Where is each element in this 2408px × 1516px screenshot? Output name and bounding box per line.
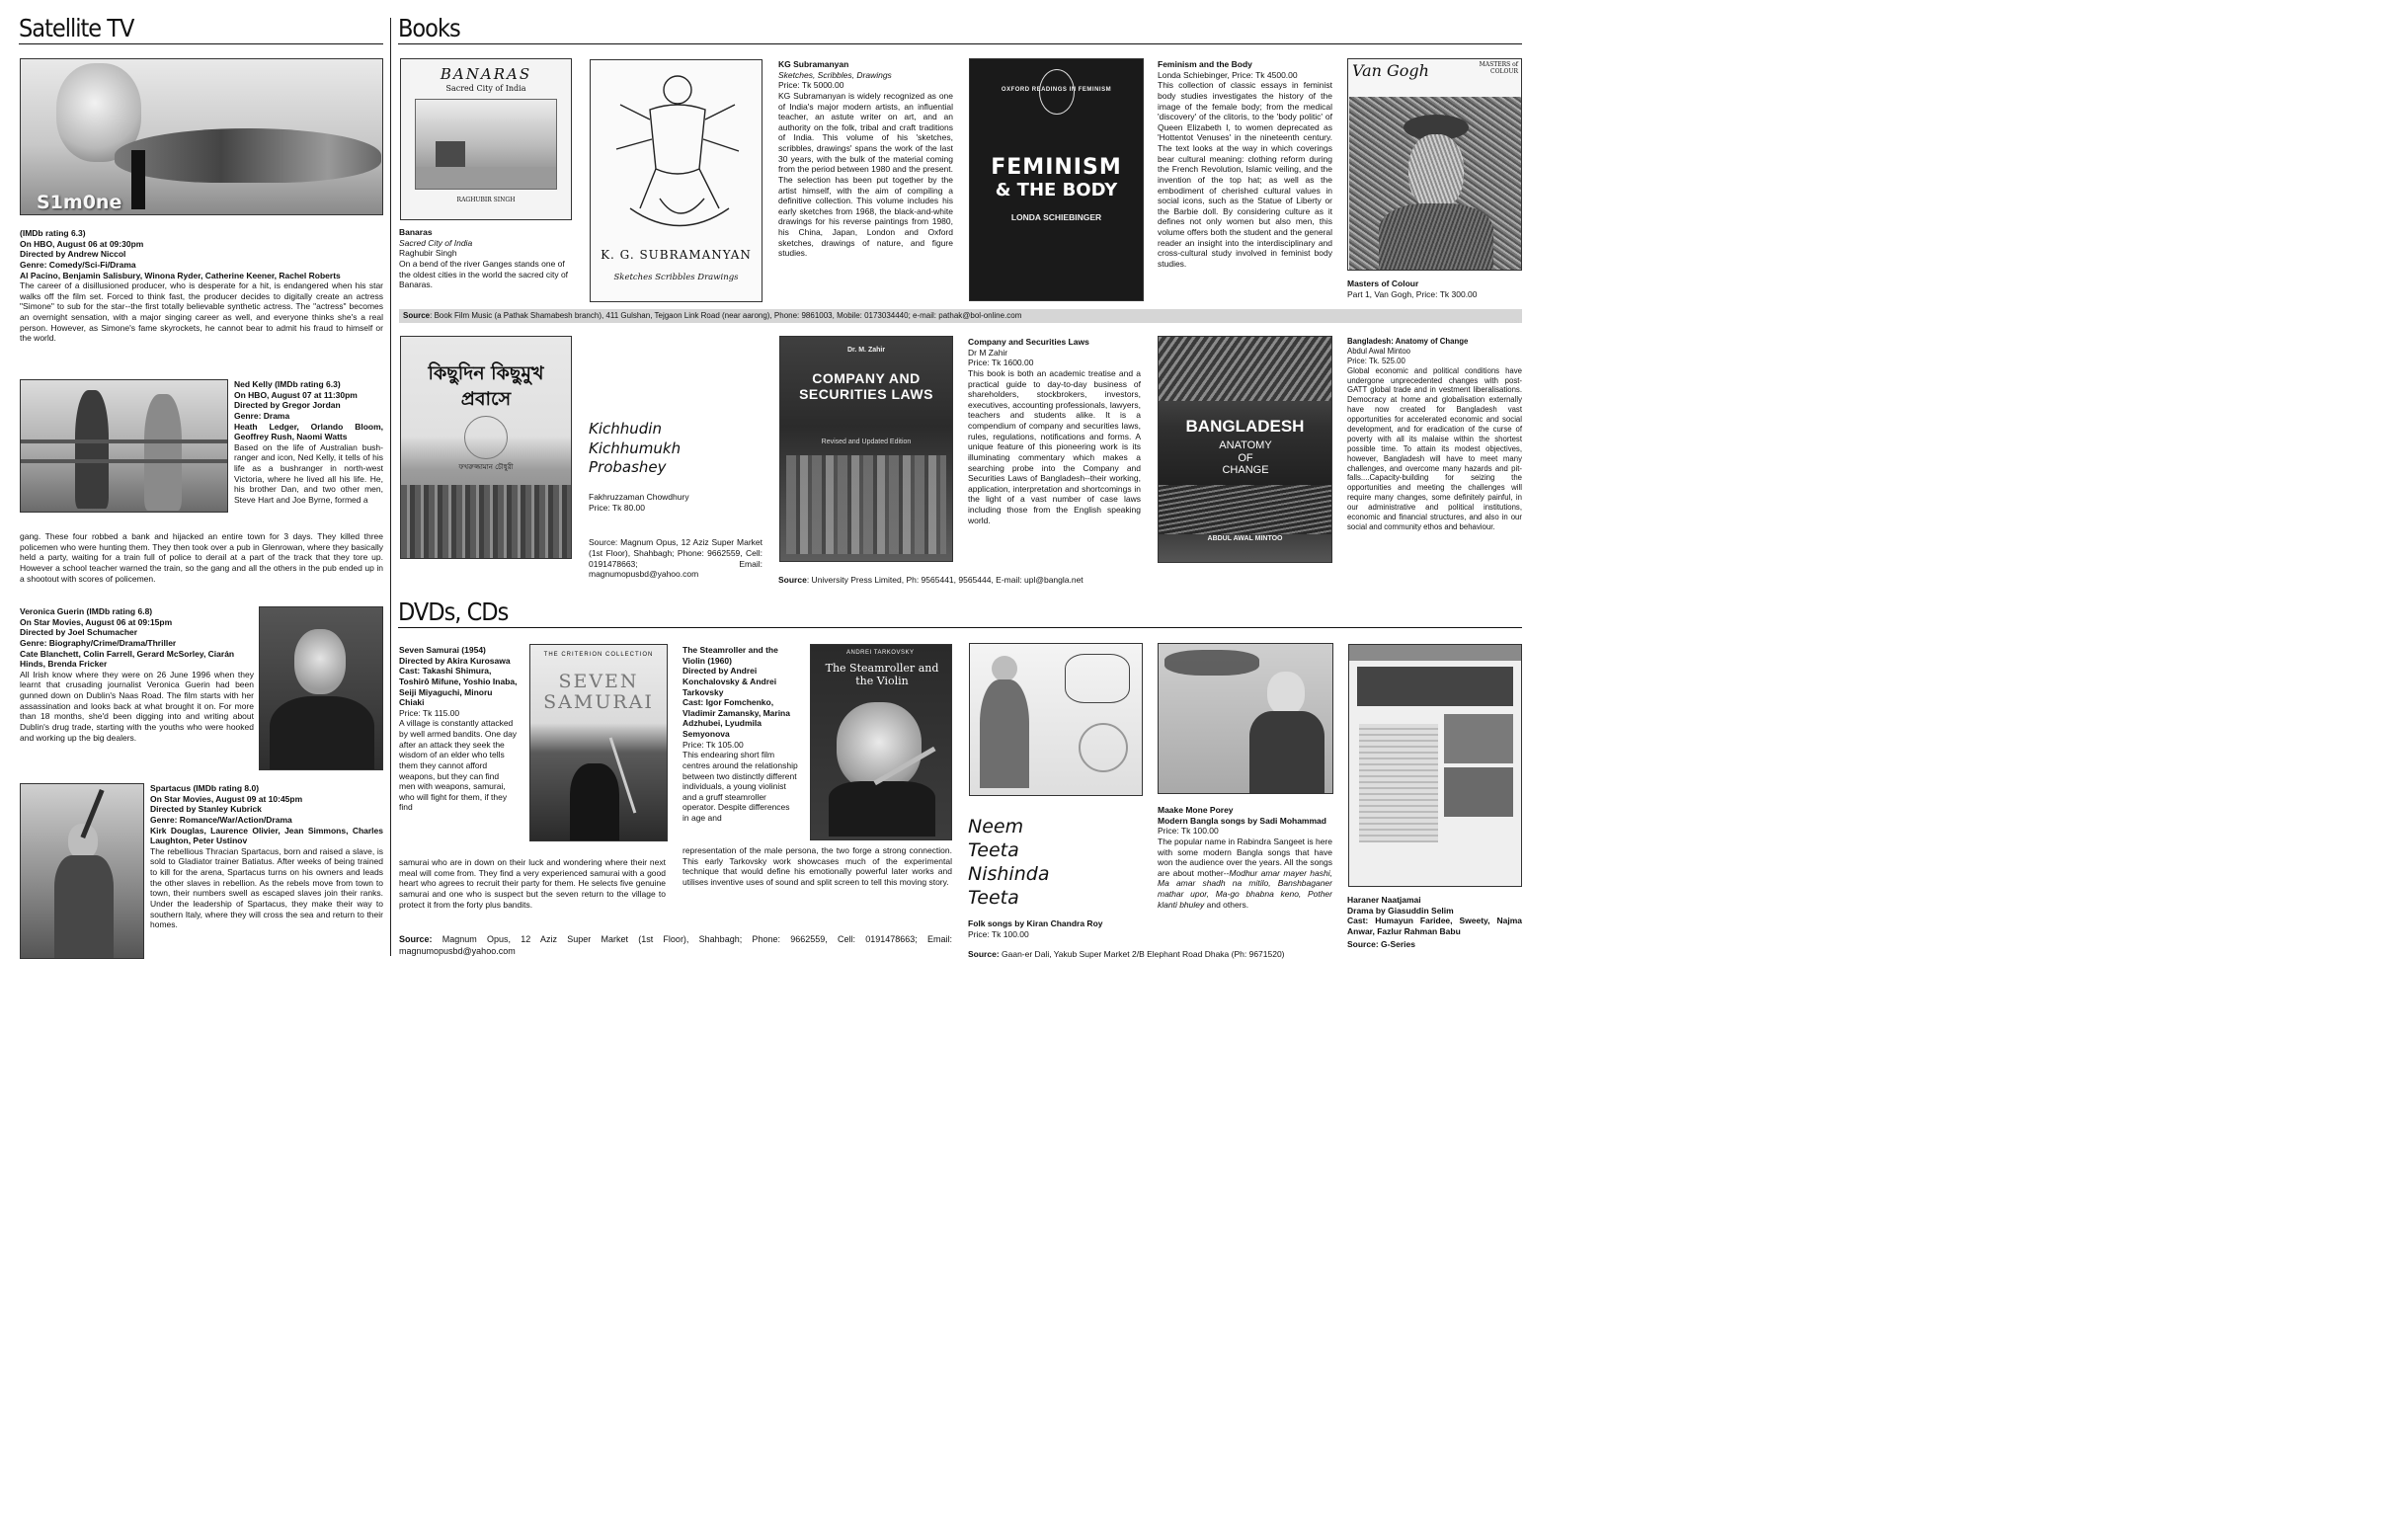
- neem-teeta-title-line-1: Neem: [968, 816, 1024, 838]
- maake-mone-porey-description: [1158, 837, 1332, 910]
- van-gogh-portrait: [1349, 97, 1521, 270]
- steamroller-synopsis-part2: representation of the male persona, the two forge a strong connection. This early Tarkovsky work showcases much of the experimental technique that would define his emotionally powerful later works and utilises inventive uses of sound and split screen to tell this moving story.: [682, 845, 952, 887]
- bangladesh-cover: [1158, 336, 1332, 563]
- banaras-cover-author: RAGHUBIR SINGH: [456, 197, 516, 203]
- steamroller-cover-label: ANDREI TARKOVSKY: [846, 650, 915, 656]
- maake-mone-porey-description-end: and others.: [1204, 899, 1249, 910]
- bangladesh-author: Abdul Awal Mintoo: [1347, 346, 1411, 356]
- van-gogh-cover-title: Van Gogh: [1352, 61, 1429, 80]
- spartacus-director: Directed by Stanley Kubrick: [150, 804, 262, 815]
- maake-mone-porey-info: [1158, 805, 1332, 910]
- company-laws-cover-title: COMPANY AND SECURITIES LAWS: [799, 370, 933, 402]
- haraner-naatjamai-cast: Cast: Humayun Faridee, Sweety, Najma Anwar, Fazlur Rahman Babu: [1347, 916, 1522, 936]
- kichhudin-source: Source: Magnum Opus, 12 Aziz Super Market (1st Floor), Shahbagh; Phone: 9662559, Cell: 0191478663; Email: magnumopusbd@yahoo.com: [589, 537, 763, 580]
- company-laws-source-text: : University Press Limited, Ph: 9565441, 9565444, E-mail: upl@bangla.net: [806, 575, 1084, 585]
- company-laws-source: [778, 575, 1331, 586]
- banaras-cover-title: BANARAS: [440, 65, 532, 83]
- kichhudin-cover-title-2: প্রবাসে: [460, 388, 512, 410]
- ned-kelly-genre: Genre: Drama: [234, 410, 290, 421]
- banaras-info: [399, 227, 575, 290]
- feminism-cover-logo: [1039, 69, 1075, 115]
- haraner-naatjamai-info: [1347, 895, 1522, 949]
- bangladesh-cover-subtitle: ANATOMY OF CHANGE: [1219, 439, 1272, 477]
- veronica-guerin-photo: [259, 606, 383, 770]
- spartacus-title: Spartacus (IMDb rating 8.0): [150, 783, 260, 793]
- feminism-info: [1158, 59, 1332, 270]
- kg-subramanyan-cover: [590, 59, 763, 302]
- feminism-cover-title-1: FEMINISM: [991, 155, 1122, 180]
- simone-cast: Al Pacino, Benjamin Salisbury, Winona Ryder, Catherine Keener, Rachel Roberts: [20, 270, 341, 280]
- neem-teeta-title-line-3: Nishinda: [968, 862, 1050, 885]
- feminism-description: This collection of classic essays in feminist body studies investigates the history of the image of the female body; from the medical 'discovery' of the clitoris, to the 'body politic' of Queen Elizabeth I, to women deprecated as 'Hottentot Venuses' in the nineteenth century. The text looks at the way in which coverings bear cultural meaning: clothing reform during the French Revolution, Islamic veiling, and the invention of the top hat; as well as the embodiment of cherished cultural values in social icons, such as the Statue of Liberty or the Barbie doll. By considering culture as it defines not only women but also men, this volume offers both the student and the general reader an insight into the interdisciplinary and cross-cultural study involved in feminist body studies.: [1158, 80, 1332, 269]
- spartacus-schedule: On Star Movies, August 09 at 10:45pm: [150, 793, 303, 804]
- bangladesh-cover-author: ABDUL AWAL MINTOO: [1207, 535, 1283, 542]
- seven-samurai-cover-title-2: SAMURAI: [543, 691, 654, 713]
- books-source-text: : Book Film Music (a Pathak Shamabesh branch), 411 Gulshan, Tejgaon Link Road (near aarong), Phone: 9861003, Mobile: 0173034440; e-mail: pathak@bol-online.com: [430, 311, 1022, 320]
- spartacus-photo: [20, 783, 144, 959]
- bangladesh-price: Price: Tk. 525.00: [1347, 356, 1405, 365]
- kg-subramanyan-title: KG Subramanyan: [778, 59, 849, 69]
- kichhudin-cover: [400, 336, 572, 559]
- feminism-author-price: Londa Schiebinger, Price: Tk 4500.00: [1158, 69, 1298, 80]
- veronica-guerin-schedule: On Star Movies, August 06 at 09:15pm: [20, 616, 173, 627]
- kg-subramanyan-drawing: [591, 60, 763, 248]
- neem-teeta-title-line-4: Teeta: [968, 886, 1019, 909]
- simone-logo: S1m0ne: [37, 192, 122, 213]
- banaras-subtitle: Sacred City of India: [399, 237, 473, 248]
- kichhudin-title: [589, 420, 771, 478]
- ned-kelly-photo: [20, 379, 228, 513]
- seven-samurai-cover: [529, 644, 668, 841]
- cd-source: [968, 949, 1343, 960]
- section-title-dvds-cds: DVDs, CDs: [398, 599, 1522, 628]
- van-gogh-cover: [1347, 58, 1522, 271]
- company-laws-info: [968, 337, 1141, 525]
- van-gogh-cover-series: MASTERS of COLOUR: [1479, 61, 1518, 76]
- cd-source-label: Source:: [968, 949, 1000, 959]
- simone-article: [20, 228, 383, 344]
- feminism-title: Feminism and the Body: [1158, 59, 1252, 69]
- feminism-cover-title-2: & THE BODY: [995, 180, 1118, 200]
- veronica-guerin-director: Directed by Joel Schumacher: [20, 627, 138, 638]
- kichhudin-info: [589, 492, 763, 513]
- kichhudin-title-line-3: Probashey: [589, 458, 667, 476]
- books-source-label: Source: [403, 311, 431, 320]
- spartacus-cast: Kirk Douglas, Laurence Olivier, Jean Simmons, Charles Laughton, Peter Ustinov: [150, 825, 383, 846]
- company-laws-cover-subtitle: Revised and Updated Edition: [821, 439, 912, 445]
- column-divider: [390, 18, 391, 956]
- simone-director: Directed by Andrew Niccol: [20, 249, 126, 260]
- bangladesh-cover-title: BANGLADESH: [1185, 417, 1305, 436]
- section-title-satellite-tv: Satellite TV: [19, 16, 383, 44]
- van-gogh-subtitle: Part 1, Van Gogh, Price: Tk 300.00: [1347, 288, 1478, 299]
- neem-teeta-subtitle: Folk songs by Kiran Chandra Roy: [968, 918, 1103, 928]
- bangladesh-description: Global economic and political conditions have undergone unprecedented changes with post-GATT global trade and in vestment liberalisations. Democracy at home and globalisation externally have now created for Bangladesh vast opportunities for accelerated economic and social development, and for eradication of the curse of poverty with all its malaise within the shortest possible time. To attain its modest objectives, however, Bangladesh will have to meet many challenges, and overcome many hazards and pit-falls....Capacity-building for seizing the opportunities and meeting the challenges will require many changes, some definitely painful, in our administrative and political institutions, economic and financial structures, and also in our social and community ethos and behaviour.: [1347, 365, 1522, 531]
- maake-mone-porey-description-intro: The popular name in Rabindra Sangeet is here with some modern Bangla songs that have won the audience over the years. All the songs are about mother--: [1158, 836, 1332, 878]
- kg-subramanyan-cover-title: K. G. SUBRAMANYAN: [601, 248, 752, 262]
- books-source-bar: [399, 309, 1522, 323]
- van-gogh-title: Masters of Colour: [1347, 279, 1419, 288]
- kichhudin-title-line-1: Kichhudin: [589, 420, 662, 438]
- maake-mone-porey-cover: [1158, 643, 1333, 794]
- company-laws-source-label: Source: [778, 575, 807, 585]
- steamroller-header: [682, 645, 798, 824]
- banaras-author: Raghubir Singh: [399, 248, 457, 259]
- company-laws-cover-author: Dr. M. Zahir: [846, 347, 886, 354]
- dvd-source-label: Source:: [399, 934, 433, 944]
- kichhudin-author: Fakhruzzaman Chowdhury: [589, 492, 689, 502]
- kg-subramanyan-cover-subtitle: Sketches Scribbles Drawings: [613, 273, 739, 282]
- simone-genre: Genre: Comedy/Sci-Fi/Drama: [20, 259, 136, 270]
- steamroller-cast: Cast: Igor Fomchenko, Vladimir Zamansky, Marina Adzhubei, Lyudmila Semyonova: [682, 697, 790, 739]
- steamroller-cover: [810, 644, 952, 840]
- neem-teeta-title-line-2: Teeta: [968, 838, 1019, 861]
- veronica-guerin-synopsis: All Irish know where they were on 26 June 1996 when they learnt that crusading journalist Veronica Guerin had been gunned down on Dublin's Naas Road. The film starts with her assassination and looks back at what brought it on. For more than 18 months, she'd been digging into and writing about Dublin's drug trade, starting with the youths who were hooked and working up the big dealers.: [20, 669, 254, 743]
- ned-kelly-director: Directed by Gregor Jordan: [234, 400, 341, 411]
- steamroller-cover-title: The Steamroller and the Violin: [825, 662, 939, 687]
- steamroller-title: The Steamroller and the Violin (1960): [682, 645, 778, 666]
- maake-mone-porey-price: Price: Tk 100.00: [1158, 826, 1219, 837]
- dvd-source-text: Magnum Opus, 12 Aziz Super Market (1st Floor), Shahbagh; Phone: 9662559, Cell: 0191478663; Email: magnumopusbd@yahoo.com: [399, 934, 952, 956]
- van-gogh-info: [1347, 279, 1522, 299]
- ned-kelly-schedule: On HBO, August 07 at 11:30pm: [234, 389, 358, 400]
- seven-samurai-price: Price: Tk 115.00: [399, 707, 460, 718]
- bangladesh-info: [1347, 337, 1522, 532]
- neem-teeta-price: Price: Tk 100.00: [968, 928, 1029, 939]
- kichhudin-price: Price: Tk 80.00: [589, 502, 646, 513]
- section-title-books: Books: [398, 16, 1522, 44]
- veronica-guerin-genre: Genre: Biography/Crime/Drama/Thriller: [20, 637, 177, 648]
- banaras-title: Banaras: [399, 227, 433, 237]
- neem-teeta-title: [968, 816, 1136, 911]
- steamroller-director: Directed by Andrei Konchalovsky & Andrei Tarkovsky: [682, 666, 777, 697]
- kg-subramanyan-description: KG Subramanyan is widely recognized as one of India's major modern artists, an influential teacher, an astute writer on art, and an authority on the folk, tribal and craft traditions of India. This volume of his 'sketches, scribbles, drawings' spans the work of the last 30 years, with the bulk of the material coming from the period between 1980 and the present. The selection has been put together by the artist himself, with the aim of compiling a definitive collection. This volume includes his early sketches from 1968, the black-and-white drawings for his reverse paintings from 1980, his China, Japan, London and Oxford sketches, drawings of nature, and figure studies.: [778, 90, 953, 259]
- seven-samurai-synopsis-part2: samurai who are in down on their luck and wondering where their next meal will come from. They find a very experienced samurai with a good heart who agrees to recruit their party for them. He selects five genuine samurai and one who is suspect but the seven return to the village to protect it from the forty plus bandits.: [399, 857, 666, 910]
- spartacus-article: [150, 783, 383, 930]
- banaras-cover-subtitle: Sacred City of India: [445, 84, 526, 93]
- kichhudin-title-line-2: Kichhumukh: [589, 439, 682, 457]
- company-laws-description: This book is both an academic treatise and a practical guide to day-to-day business of shareholders, stockbrokers, investors, executives, accounting professionals, lawyers, teachers and students alike. It is a compendium of company and securities laws, rules, regulations, notifications and forms. A unique feature of this pioneering work is its illuminating commentary which makes a searching probe into the Company and Securities Laws of Bangladesh--their working, application, interpretation and shortcomings in the light of a vast number of case laws including those from the English speaking world.: [968, 367, 1141, 525]
- seven-samurai-title: Seven Samurai (1954): [399, 645, 486, 655]
- seven-samurai-cover-label: THE CRITERION COLLECTION: [543, 652, 654, 658]
- ned-kelly-cast: Heath Ledger, Orlando Bloom, Geoffrey Rush, Naomi Watts: [234, 421, 383, 442]
- maake-mone-porey-subtitle: Modern Bangla songs by Sadi Mohammad: [1158, 815, 1326, 826]
- seven-samurai-synopsis-part1: A village is constantly attacked by well armed bandits. One day after an attack they seek the wisdom of an elder who tells them they cannot afford weapons, but they can find men with weapons, samurai, who will fight for them, if they find: [399, 718, 518, 813]
- veronica-guerin-article: [20, 606, 254, 743]
- ned-kelly-synopsis-part1: Based on the life of Australian bush-ranger and icon, Ned Kelly, it tells of his life as a bushranger in north-west Victoria, where he lived all his life. He, his brother Dan, and two other men, Steve Hart and Joe Byrne, formed a: [234, 441, 383, 505]
- spartacus-genre: Genre: Romance/War/Action/Drama: [150, 814, 292, 825]
- haraner-naatjamai-title: Haraner Naatjamai: [1347, 895, 1421, 905]
- maake-mone-porey-title: Maake Mone Porey: [1158, 805, 1234, 815]
- simone-rating: (IMDb rating 6.3): [20, 228, 86, 238]
- cd-source-text: Gaan-er Dali, Yakub Super Market 2/B Elephant Road Dhaka (Ph: 9671520): [999, 949, 1285, 959]
- kg-subramanyan-price: Price: Tk 5000.00: [778, 80, 844, 91]
- dvd-source: [399, 934, 952, 957]
- bangladesh-title: Bangladesh: Anatomy of Change: [1347, 337, 1469, 346]
- neem-teeta-cover: [969, 643, 1143, 796]
- seven-samurai-header: [399, 645, 518, 813]
- veronica-guerin-cast: Cate Blanchett, Colin Farrell, Gerard McSorley, Ciarán Hinds, Brenda Fricker: [20, 648, 235, 670]
- ned-kelly-header: [234, 379, 383, 506]
- kg-subramanyan-info: [778, 59, 953, 259]
- banaras-description: On a bend of the river Ganges stands one of the oldest cities in the world the sacred city of Banaras.: [399, 258, 569, 290]
- feminism-cover: [969, 58, 1144, 301]
- steamroller-price: Price: Tk 105.00: [682, 739, 744, 750]
- seven-samurai-cast: Cast: Takashi Shimura, Toshirô Mifune, Yoshio Inaba, Seiji Miyaguchi, Minoru Chiaki: [399, 666, 518, 708]
- ned-kelly-title: Ned Kelly (IMDb rating 6.3): [234, 379, 341, 389]
- ned-kelly-synopsis-part2: gang. These four robbed a bank and hijacked an entire town for 3 days. They killed three policemen who were hunting them. They then took over a pub in Glenrowan, where they basically held a party, waiting for a train full of police to derail at a part of the track that they tore up. However a school teacher warned the train, so the gang and all the others in the pub ended up in a shootout with scores of policemen.: [20, 531, 383, 584]
- haraner-naatjamai-cover: [1348, 644, 1522, 887]
- neem-teeta-info: [968, 918, 1142, 939]
- company-laws-cover: [779, 336, 953, 562]
- spartacus-synopsis: The rebellious Thracian Spartacus, born and raised a slave, is sold to Gladiator trainer Batiatus. After weeks of being trained to kill for the arena, Spartacus turns on his owners and leads the other slaves in rebellion. As the rebels move from town to town, their numbers swell as escaped slaves join their ranks. Under the leadership of Spartacus, they make their way to southern Italy, where they will cross the sea and return to their homes.: [150, 845, 383, 930]
- haraner-naatjamai-director: Drama by Giasuddin Selim: [1347, 905, 1454, 916]
- feminism-cover-author: LONDA SCHIEBINGER: [1010, 212, 1102, 222]
- banaras-cover: [400, 58, 572, 220]
- veronica-guerin-title: Veronica Guerin (IMDb rating 6.8): [20, 606, 153, 616]
- maake-mone-porey-song-list: Modhur amar mayer hashi, Ma amar shadh na mitilo, Banshbaganer mathar upor, Ma-go bhabna keno, Pother klanti bhuley: [1158, 867, 1332, 910]
- seven-samurai-director: Directed by Akira Kurosawa: [399, 655, 511, 666]
- simone-photo: [20, 58, 383, 215]
- simone-synopsis: The career of a disillusioned producer, who is desperate for a hit, is endangered when his star walks off the film set. Forced to think fast, the producer decides to digitally create an actress "Simone" to sub for the star--the first totally believable synthetic actress. The "actress" becomes an overnight sensation, with a major singing career as well, and everyone thinks she's a real person. However, as Simone's fame skyrockets, he cannot bear to admit his fraud to himself or the world.: [20, 280, 383, 344]
- simone-schedule: On HBO, August 06 at 09:30pm: [20, 238, 144, 249]
- kichhudin-cover-author: ফখরুজ্জামান চৌধুরী: [458, 463, 514, 471]
- haraner-naatjamai-source: Source: G-Series: [1347, 938, 1415, 949]
- kg-subramanyan-subtitle: Sketches, Scribbles, Drawings: [778, 69, 892, 80]
- steamroller-synopsis-part1: This endearing short film centres around the relationship between two distinctly different individuals, a young violinist and a gruff steamroller operator. Despite differences in age and: [682, 750, 798, 823]
- company-laws-author: Dr M Zahir: [968, 347, 1008, 358]
- feminism-cover-series: OXFORD READINGS IN FEMINISM: [1001, 87, 1112, 93]
- seven-samurai-cover-title-1: SEVEN: [558, 671, 639, 692]
- company-laws-price: Price: Tk 1600.00: [968, 358, 1034, 368]
- company-laws-title: Company and Securities Laws: [968, 337, 1089, 347]
- kichhudin-cover-title-1: কিছুদিন কিছুমুখ: [428, 362, 544, 384]
